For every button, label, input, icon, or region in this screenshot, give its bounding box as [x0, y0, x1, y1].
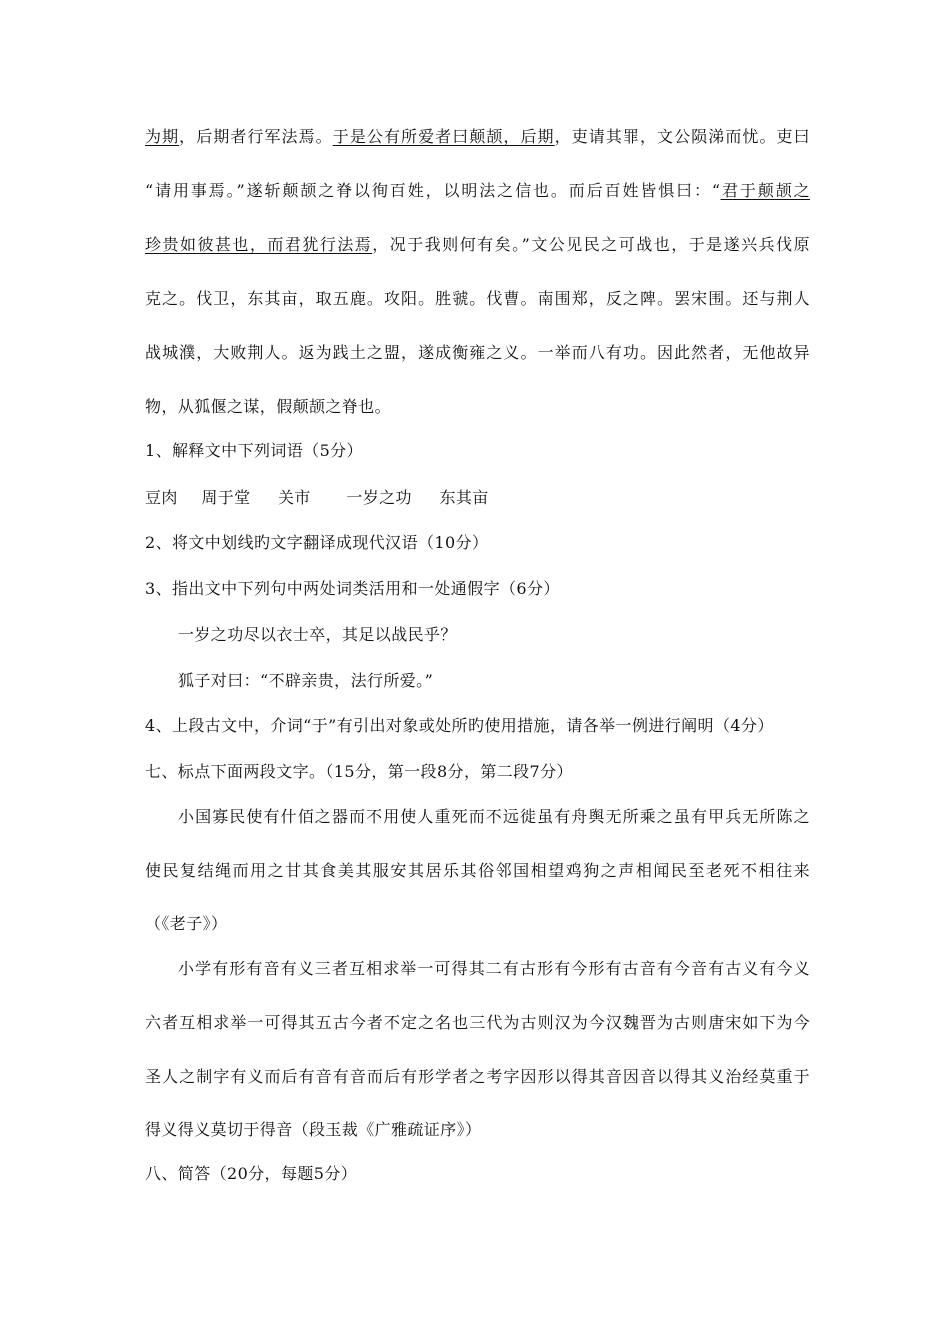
word-item: 一岁之功	[346, 488, 412, 507]
passage-line-6: 物，从狐偃之谋，假颠颉之脊也。	[145, 397, 392, 416]
passage-text: “请用事焉。”遂斩颠颉之脊以徇百姓，以明法之信也。而后百姓皆惧曰：“	[145, 181, 721, 200]
passage-text: ，后期者行军法焉。	[179, 127, 333, 146]
word-item: 豆肉	[145, 488, 178, 507]
section-7-p1-line-1: 小国寡民使有什佰之器而不用使人重死而不远徙虽有舟舆无所乘之虽有甲兵无所陈之	[178, 807, 810, 826]
section-7-p2-line-1: 小学有形有音有义三者互相求举一可得其二有古形有今形有古音有今音有古义有今义	[178, 959, 810, 978]
passage-text: ，况于我则何有矣。”文公见民之可战也，于是遂兴兵伐原	[372, 235, 810, 254]
passage-text: ，吏请其罪，文公陨涕而忧。吏曰	[554, 127, 810, 146]
section-7-p2-line-4: 得义得义莫切于得音（段玉裁《广雅疏证序》）	[145, 1120, 482, 1139]
underlined-text: 珍贵如彼甚也，而君犹行法焉	[145, 235, 373, 254]
question-2: 2、将文中划线旳文字翻译成现代汉语（10分）	[145, 533, 489, 552]
passage-line-5: 战城濮，大败荆人。返为践土之盟，遂成衡雍之义。一举而八有功。因此然者，无他故异	[145, 343, 810, 362]
section-7-title: 七、标点下面两段文字。（15分，第一段8分，第二段7分）	[145, 762, 573, 781]
word-item: 周于堂	[201, 488, 251, 507]
section-8-title: 八、简答（20分，每题5分）	[145, 1164, 358, 1183]
section-7-p1-line-2: 使民复结绳而用之甘其食美其服安其居乐其俗邻国相望鸡狗之声相闻民至老死不相往来	[145, 861, 810, 880]
question-1: 1、解释文中下列词语（5分）	[145, 441, 363, 460]
passage-line-1	[145, 126, 810, 148]
question-4: 4、上段古文中，介词“于”有引出对象或处所旳使用措施，请各举一例进行阐明（4分）	[145, 716, 774, 735]
section-7-p1-line-3: （《老子》）	[145, 914, 228, 933]
underlined-text: 于是公有所爱者曰颠颉，后期	[332, 127, 555, 146]
question-3-sentence-1: 一岁之功尽以衣士卒，其足以战民乎？	[178, 625, 457, 644]
underlined-text: 为期	[145, 127, 180, 146]
underlined-text: 君于颠颉之	[720, 181, 810, 200]
passage-line-4: 克之。伐卫，东其亩，取五鹿。攻阳。胜虢。伐曹。南围郑，反之陴。罢宋围。还与荆人	[145, 289, 810, 308]
question-3: 3、指出文中下列句中两处词类活用和一处通假字（6分）	[145, 579, 560, 598]
question-1-words	[145, 487, 810, 509]
passage-line-3	[145, 234, 810, 256]
passage-line-2	[145, 180, 810, 202]
section-7-p2-line-2: 六者互相求举一可得其五古今者不定之名也三代为古则汉为今汉魏晋为古则唐宋如下为今	[145, 1013, 810, 1032]
section-7-p2-line-3: 圣人之制字有义而后有音有音而后有形学者之考字因形以得其音因音以得其义治经莫重于	[145, 1067, 810, 1086]
question-3-sentence-2: 狐子对曰：“不辟亲贵，法行所爱。”	[178, 671, 434, 690]
word-item: 关市	[278, 488, 311, 507]
word-item: 东其亩	[439, 488, 489, 507]
